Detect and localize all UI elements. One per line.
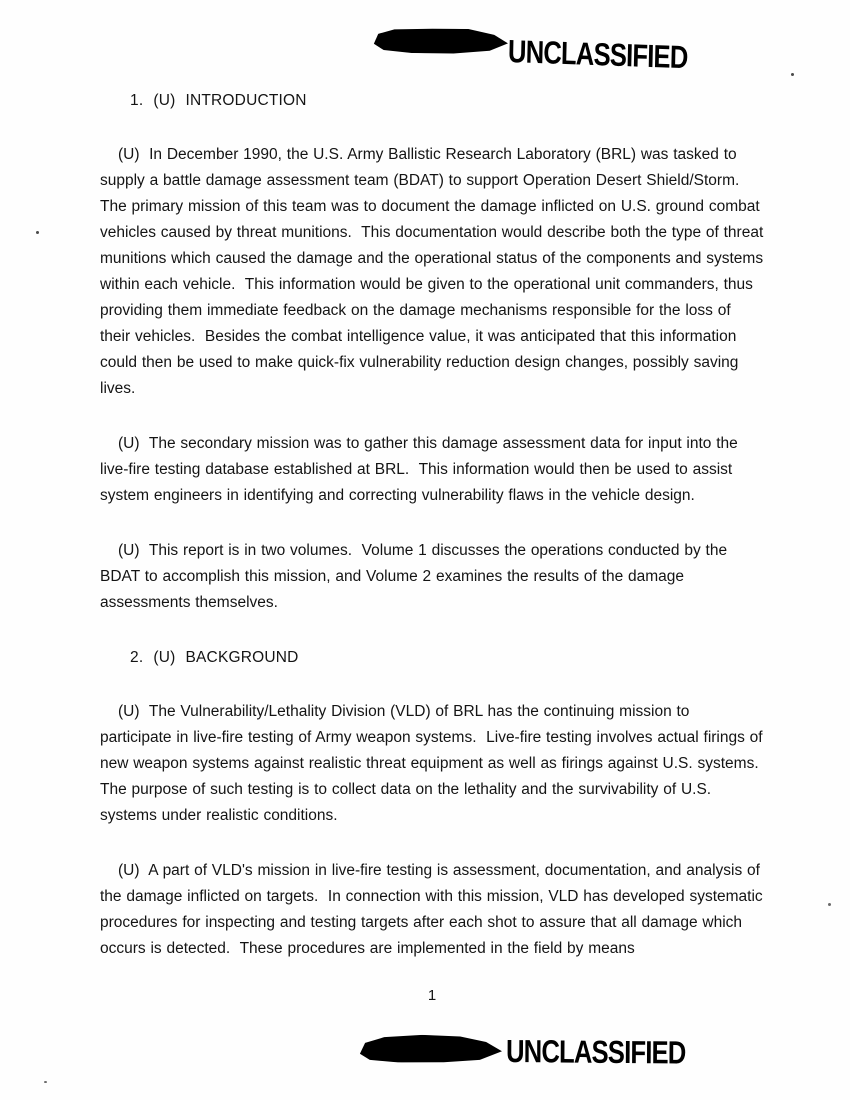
paragraph-background-2: (U) A part of VLD's mission in live-fire testing is assessment, documentation, and analysis of the damage inflicted on targets. In connection with this mission, VLD has developed systematic procedures for inspecting and testing targets after each shot to assure that all damage which occurs is detected. These procedures are implemented in the field by means (100, 862, 768, 957)
section-heading-introduction: 1. (U) INTRODUCTION (130, 92, 307, 109)
paragraph-background-1: (U) The Vulnerability/Lethality Division (VLD) of BRL has the continuing mission to participate in live-fire testing of Army weapon systems. Live-fire testing involves actual firings of new weapon systems against realistic threat equipment as well as firings against U.S. systems. The purpose of such testing is to collect data on the lethality and the survivability of U.S. systems under realistic conditions. (100, 703, 768, 824)
redaction-mark-icon (372, 26, 509, 57)
scan-speck (36, 231, 39, 234)
paragraph-intro-3: (U) This report is in two volumes. Volume 1 discusses the operations conducted by the BDAT to accomplish this mission, and Volume 2 examines the results of the damage assessments themselves. (100, 542, 732, 611)
scan-speck (828, 903, 831, 906)
bottom-classification-stamp (360, 1028, 730, 1070)
section-heading-background: 2. (U) BACKGROUND (130, 649, 299, 666)
unclassified-stamp-text: UNCLASSIFIED (505, 1033, 686, 1071)
scan-speck (44, 1081, 47, 1083)
top-classification-stamp (372, 24, 732, 76)
redaction-mark-icon (360, 1034, 502, 1064)
document-body (100, 88, 769, 991)
unclassified-stamp-text: UNCLASSIFIED (507, 33, 688, 76)
paragraph-intro-1: (U) In December 1990, the U.S. Army Ballistic Research Laboratory (BRL) was tasked to supply a battle damage assessment team (BDAT) to support Operation Desert Shield/Storm. The primary mission of this team was to document the damage inflicted on U.S. ground combat vehicles caused by threat munitions. This documentation would describe both the type of threat munitions which caused the damage and the operational status of the components and systems within each vehicle. This information would be given to the operational unit commanders, thus providing them immediate feedback on the damage mechanisms responsible for the loss of their vehicles. Besides the combat intelligence value, it was anticipated that this information could then be used to make quick-fix vulnerability reduction design changes, possibly saving lives. (100, 146, 769, 397)
paragraph-intro-2: (U) The secondary mission was to gather this damage assessment data for input into the live-fire testing database established at BRL. This information would then be used to assist system engineers in identifying and correcting vulnerability flaws in the vehicle design. (100, 435, 743, 504)
page-number: 1 (427, 987, 437, 1004)
scan-speck (791, 73, 794, 76)
